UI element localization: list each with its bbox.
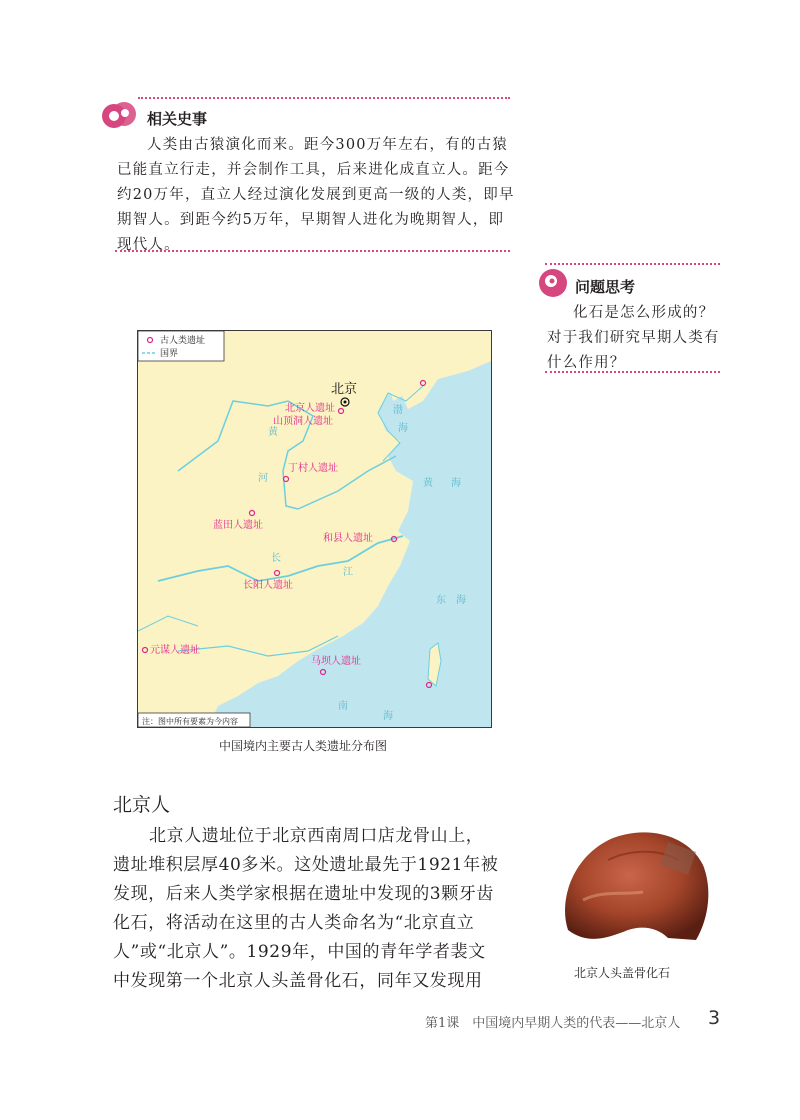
section-line: 发现，后来人类学家根据在遗址中发现的3颗牙齿	[113, 884, 495, 904]
site-label-beijing: 北京人遗址	[285, 403, 335, 414]
related-history-line: 约20万年，直立人经过演化发展到更高一级的人类，即早	[117, 187, 515, 203]
site-label-lantian: 蓝田人遗址	[213, 520, 263, 531]
water-label: 东	[436, 595, 446, 606]
question-line: 对于我们研究早期人类有	[547, 330, 720, 346]
question-line: 化石是怎么形成的？	[573, 305, 715, 321]
water-label: 海	[451, 478, 461, 489]
capital-label: 北京	[331, 382, 358, 397]
related-history-line: 期智人。到距今约5万年，早期智人进化为晚期智人，即	[117, 212, 505, 228]
site-label-hexian: 和县人遗址	[323, 533, 373, 544]
water-label: 黄	[423, 478, 433, 489]
skull-caption: 北京人头盖骨化石	[574, 966, 671, 980]
site-label-changyang: 长阳人遗址	[243, 580, 293, 591]
section-line: 中发现第一个北京人头盖骨化石，同年又发现用	[113, 971, 483, 991]
water-label: 海	[456, 595, 466, 606]
site-marker	[427, 683, 432, 688]
section-title: 北京人	[113, 794, 171, 816]
site-distribution-map	[137, 330, 492, 728]
water-label: 南	[338, 701, 348, 712]
water-label: 江	[343, 567, 353, 578]
site-label-yuanmou: 元谋人遗址	[150, 645, 200, 656]
taiwan-island	[428, 643, 441, 686]
water-label: 海	[398, 423, 408, 434]
section-text	[113, 822, 533, 996]
map-svg	[138, 331, 491, 727]
question-top-rule	[545, 263, 720, 265]
water-label: 海	[383, 711, 393, 722]
skull-fossil-image	[548, 820, 716, 960]
section-line: 遗址堆积层厚40多米。这处遗址最先于1921年被	[113, 855, 499, 875]
section-line: 北京人遗址位于北京西南周口店龙骨山上，	[149, 826, 484, 846]
map-note: 注：图中所有要素为今内容	[142, 717, 238, 726]
water-label: 长	[271, 553, 281, 564]
related-history-title: 相关史事	[147, 110, 208, 128]
question-line: 什么作用？	[547, 355, 626, 371]
section-line: 化石，将活动在这里的古人类命名为“北京直立	[113, 913, 475, 933]
related-history-text	[117, 133, 517, 258]
site-label-dingcun: 丁村人遗址	[288, 463, 338, 474]
water-label: 渤	[393, 405, 403, 416]
related-history-line: 人类由古猿演化而来。距今300万年左右，有的古猿	[147, 137, 508, 153]
site-label-shandingdong: 山顶洞人遗址	[273, 416, 333, 427]
question-bottom-rule	[545, 371, 720, 373]
legend-site-label: 古人类遗址	[160, 336, 206, 346]
section-line: 人”或“北京人”。1929年，中国的青年学者裴文	[113, 942, 486, 962]
site-marker	[321, 670, 326, 675]
related-history-line: 现代人。	[117, 237, 180, 253]
page-number: 3	[708, 1007, 721, 1029]
water-label: 黄	[268, 427, 278, 438]
related-history-line: 已能直立行走，并会制作工具，后来进化成直立人。距今	[117, 162, 510, 178]
question-title: 问题思考	[575, 278, 636, 296]
related-history-bottom-rule	[115, 250, 510, 252]
water-label: 河	[258, 473, 268, 484]
footer-lesson-title: 第1课 中国境内早期人类的代表——北京人	[425, 1016, 681, 1031]
question-text	[547, 301, 722, 376]
map-caption: 中国境内主要古人类遗址分布图	[219, 739, 388, 753]
legend-border-label: 国界	[160, 349, 179, 359]
related-history-icon	[100, 96, 140, 136]
related-history-top-rule	[138, 97, 510, 99]
site-label-maba: 马坝人遗址	[311, 656, 361, 667]
question-icon	[536, 266, 570, 300]
